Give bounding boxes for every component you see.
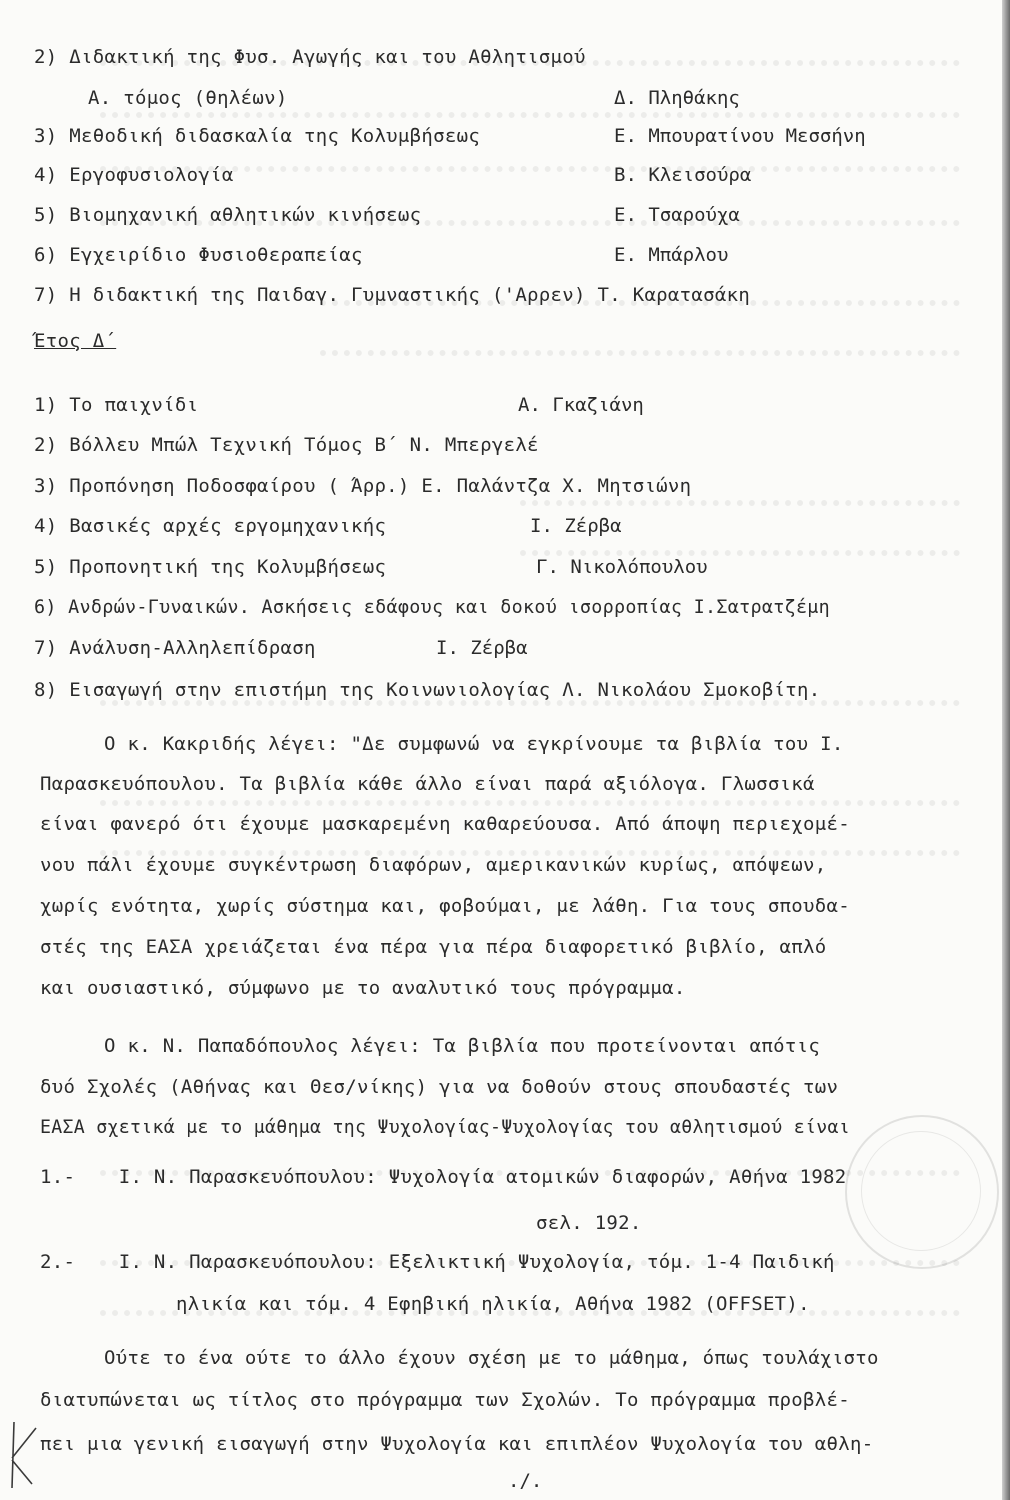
reference-number: 2.-: [40, 1251, 76, 1273]
list1-item-number: 7): [34, 284, 58, 306]
list2-item-title: Ανδρών-Γυναικών. Ασκήσεις εδάφους και δοκού ισορροπίας Ι.Σατρατζέμη: [68, 597, 831, 618]
list1-item-3: [34, 164, 234, 186]
list2-item-4: [34, 556, 386, 578]
list1-item-title: Εγχειρίδιο Φυσιοθεραπείας: [69, 244, 363, 266]
section-heading: Έτος Δ΄: [34, 330, 117, 352]
list2-item-number: 8): [34, 679, 58, 701]
list2-item-0-author: Α. Γκαζιάνη: [518, 394, 644, 416]
list1-item-4-author: Ε. Τσαρούχα: [614, 204, 740, 226]
paragraph1-line-5: στές της ΕΑΣΑ χρειάζεται ένα πέρα για πέρα διαφορετικό βιβλίο, απλό: [40, 936, 827, 958]
list1-item-1-title: Α. τόμος (θηλέων): [88, 87, 288, 109]
list2-item-number: 7): [34, 637, 58, 659]
list2-item-number: 5): [34, 556, 58, 578]
reference-1: [40, 1166, 847, 1188]
paragraph1-line-2: είναι φανερό ότι έχουμε μασκαρεμένη καθαρεύουσα. Από άποψη περιεχομέ-: [40, 813, 850, 835]
paragraph2-line-0: Ο κ. Ν. Παπαδόπουλος λέγει: Τα βιβλία που προτείνονται απότις: [104, 1035, 821, 1057]
reference-text: Ι. Ν. Παρασκευόπουλου: Ψυχολογία ατομικών διαφορών, Αθήνα 1982: [118, 1166, 847, 1188]
paragraph2-line-1: δυό Σχολές (Αθήνας και Θεσ/νίκης) για να δοθούν στους σπουδαστές των: [40, 1076, 839, 1098]
list2-item-7: [34, 679, 821, 701]
list1-item-0: [34, 46, 586, 68]
list2-item-number: 2): [34, 434, 58, 456]
list1-item-4: [34, 204, 421, 226]
list1-item-number: 3): [34, 125, 58, 147]
list1-item-number: 4): [34, 164, 58, 186]
list2-item-6: [34, 637, 316, 659]
list1-item-title: Η διδακτική της Παιδαγ. Γυμναστικής ('Αρρεν) Τ. Καρατασάκη: [69, 284, 751, 306]
list1-item-title: Διδακτική της Φυσ. Αγωγής και του Αθλητισμού: [69, 46, 586, 68]
reference-2: [40, 1251, 835, 1273]
paragraph1-line-3: νου πάλι έχουμε συγκέντρωση διαφόρων, αμερικανικών κυρίως, απόψεων,: [40, 854, 827, 876]
page-edge-shadow: [1002, 0, 1010, 1500]
list2-item-title: Βασικές αρχές εργομηχανικής: [69, 515, 387, 537]
list1-item-title: Βιομηχανική αθλητικών κινήσεως: [69, 204, 422, 226]
list1-item-number: 2): [34, 46, 58, 68]
faint-stamp-seal: [845, 1115, 999, 1269]
reference-2-continued: ηλικία και τόμ. 4 Εφηβική ηλικία, Αθήνα 1982 (OFFSET).: [176, 1293, 810, 1315]
list2-item-1: [34, 434, 539, 456]
list2-item-title: Προπόνηση Ποδοσφαίρου ( Άρρ.) Ε. Παλάντζα Χ. Μητσιώνη: [69, 475, 692, 497]
list2-item-number: 4): [34, 515, 58, 537]
reference-text: Ι. Ν. Παρασκευόπουλου: Εξελικτική Ψυχολογία, τόμ. 1-4 Παιδική: [118, 1251, 835, 1273]
list1-item-5-author: Ε. Μπάρλου: [614, 244, 729, 266]
stamp-inner-ring: [861, 1131, 981, 1251]
list2-item-title: Το παιχνίδι: [69, 394, 199, 416]
list2-item-title: Εισαγωγή στην επιστήμη της Κοινωνιολογίας Λ. Νικολάου Σμοκοβίτη.: [69, 679, 821, 701]
paragraph3-line-0: Ούτε το ένα ούτε το άλλο έχουν σχέση με το μάθημα, όπως τουλάχιστο: [104, 1347, 879, 1369]
list1-item-2: [34, 125, 480, 147]
list1-item-title: Μεθοδική διδασκαλία της Κολυμβήσεως: [69, 125, 481, 147]
list2-item-number: 3): [34, 475, 58, 497]
list1-item-1-author: Δ. Πληθάκης: [614, 87, 740, 109]
list2-item-5: [34, 597, 830, 618]
list2-item-0: [34, 394, 198, 416]
reference-1-pages: σελ. 192.: [536, 1212, 642, 1234]
list1-item-2-author: Ε. Μπουρατίνου Μεσσήνη: [614, 125, 866, 147]
paragraph1-line-1: Παρασκευόπουλου. Τα βιβλία κάθε άλλο είναι παρά αξιόλογα. Γλωσσικά: [40, 773, 815, 795]
list2-item-title: Ανάλυση-Αλληλεπίδραση: [69, 637, 316, 659]
paragraph3-line-2: πει μια γενική εισαγωγή στην Ψυχολογία και επιπλέον Ψυχολογία του αθλη-: [40, 1433, 874, 1455]
paragraph1-line-4: χωρίς ενότητα, χωρίς σύστημα και, φοβούμαι, με λάθη. Για τους σπουδα-: [40, 895, 850, 917]
list2-item-2: [34, 475, 691, 497]
list2-item-number: 6): [34, 597, 57, 618]
paragraph1-line-6: και ουσιαστικό, σύμφωνο με το αναλυτικό τους πρόγραμμα.: [40, 977, 686, 999]
list2-item-3: [34, 515, 386, 537]
page-continuation-mark: ./.: [508, 1470, 543, 1492]
list2-item-4-author: Γ. Νικολόπουλου: [536, 556, 708, 578]
list1-item-3-author: Β. Κλεισούρα: [614, 164, 752, 186]
list2-item-number: 1): [34, 394, 58, 416]
list2-item-3-author: Ι. Ζέρβα: [530, 515, 622, 537]
list2-item-title: Προπονητική της Κολυμβήσεως: [69, 556, 387, 578]
paragraph3-line-1: διατυπώνεται ως τίτλος στο πρόγραμμα των Σχολών. Το πρόγραμμα προβλέ-: [40, 1389, 850, 1411]
list2-item-title: Βόλλευ Μπώλ Τεχνική Τόμος Β΄ Ν. Μπεργελέ: [69, 434, 539, 456]
list1-item-title: Εργοφυσιολογία: [69, 164, 234, 186]
list1-item-number: 5): [34, 204, 58, 226]
paragraph1-line-0: Ο κ. Κακριδής λέγει: "Δε συμφωνώ να εγκρίνουμε τα βιβλία του Ι.: [104, 733, 844, 755]
list2-item-6-author: Ι. Ζέρβα: [436, 637, 528, 659]
reference-number: 1.-: [40, 1166, 76, 1188]
list1-item-number: 6): [34, 244, 58, 266]
list1-item-5: [34, 244, 363, 266]
paragraph2-line-2: ΕΑΣΑ σχετικά με το μάθημα της Ψυχολογίας-Ψυχολογίας του αθλητισμού είναι: [40, 1117, 850, 1138]
margin-signature-mark: [2, 1418, 42, 1498]
list1-item-6: [34, 284, 750, 306]
